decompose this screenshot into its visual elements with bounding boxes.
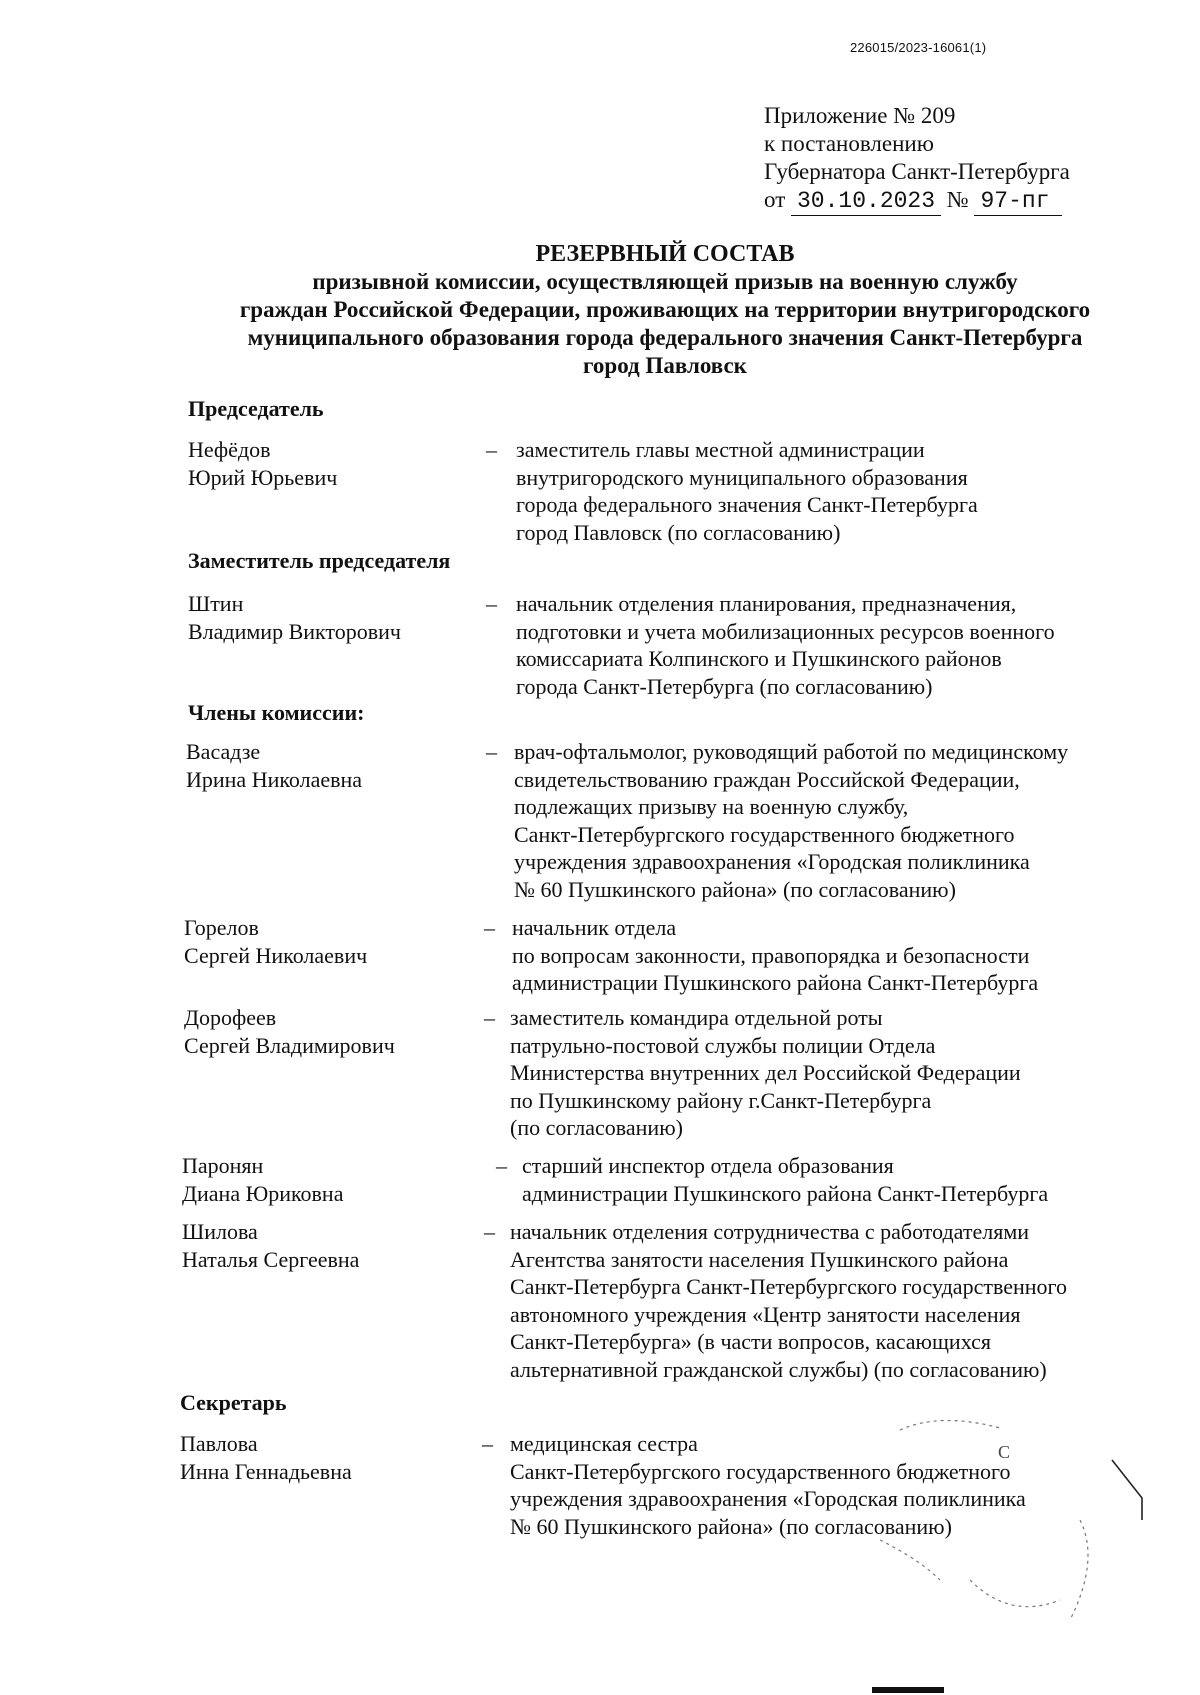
person-name	[182, 1218, 359, 1273]
position-line: начальник отделения сотрудничества с работодателями	[510, 1219, 1030, 1244]
person-surname: Дорофеев	[184, 1005, 277, 1030]
position-line: Санкт-Петербургского государственного бюджетного	[510, 1458, 1011, 1484]
dash-separator: –	[484, 915, 495, 940]
position-line: № 60 Пушкинского района» (по согласованию)	[510, 1513, 952, 1539]
position-line: старший инспектор отдела образования	[522, 1153, 894, 1178]
position-line: начальник отделения планирования, предназначения,	[516, 591, 1017, 616]
person-name	[180, 1430, 352, 1485]
heading-members: Члены комиссии:	[188, 700, 365, 725]
heading-chairman: Председатель	[188, 396, 324, 421]
position-line: заместитель главы местной администрации	[516, 437, 925, 462]
person-surname: Горелов	[184, 915, 259, 940]
position-line: подлежащих призыву на военную службу,	[514, 794, 909, 819]
position-line: учреждения здравоохранения «Городская поликлиника	[514, 849, 1030, 874]
page-footer-mark	[872, 1687, 944, 1693]
title-main: РЕЗЕРВНЫЙ СОСТАВ	[535, 241, 795, 267]
position-line: комиссариата Колпинского и Пушкинского районов	[516, 646, 1002, 671]
dash-separator: –	[486, 437, 497, 462]
person-given-name: Инна Геннадьевна	[180, 1458, 352, 1484]
person-name	[188, 436, 337, 491]
person-position	[510, 1218, 1067, 1383]
dash-separator: –	[496, 1153, 507, 1178]
document-title	[0, 240, 1200, 380]
person-position	[512, 914, 1038, 997]
number-prefix: №	[946, 187, 969, 212]
person-name	[182, 1152, 343, 1207]
person-given-name: Ирина Николаевна	[186, 766, 363, 792]
person-given-name: Сергей Владимирович	[184, 1032, 395, 1058]
person-given-name: Владимир Викторович	[188, 618, 401, 644]
position-line: подготовки и учета мобилизационных ресурсов военного	[516, 618, 1055, 644]
dash-separator: –	[486, 591, 497, 616]
date-prefix: от	[764, 187, 786, 212]
person-surname: Шилова	[182, 1219, 258, 1244]
heading-secretary: Секретарь	[180, 1390, 287, 1415]
position-line: патрульно-постовой службы полиции Отдела	[510, 1032, 936, 1058]
person-name	[188, 590, 401, 645]
position-line: врач-офтальмолог, руководящий работой по медицинскому	[514, 739, 1069, 764]
heading-deputy-chairman: Заместитель председателя	[188, 548, 451, 573]
title-line-3: муниципального образования города федерального значения Санкт-Петербурга	[247, 325, 1083, 350]
position-line: № 60 Пушкинского района» (по согласованию)	[514, 876, 956, 902]
position-line: начальник отдела	[512, 915, 677, 940]
stamp-mark	[880, 1420, 1150, 1670]
person-name	[186, 738, 362, 793]
person-surname: Нефёдов	[188, 437, 271, 462]
person-given-name: Сергей Николаевич	[184, 942, 368, 968]
person-surname: Васадзе	[186, 739, 261, 764]
appendix-line-1: Приложение № 209	[764, 103, 956, 128]
position-line: город Павловск (по согласованию)	[516, 519, 841, 545]
person-position	[516, 590, 1055, 700]
position-line: администрации Пушкинского района Санкт-Петербурга	[522, 1180, 1049, 1206]
person-name	[184, 914, 367, 969]
position-line: Санкт-Петербургского государственного бюджетного	[514, 821, 1015, 847]
person-name	[184, 1004, 395, 1059]
position-line: Санкт-Петербурга» (в части вопросов, касающихся	[510, 1329, 991, 1354]
dash-separator: –	[484, 1005, 495, 1030]
position-line: заместитель командира отдельной роты	[510, 1005, 883, 1030]
person-position	[516, 436, 978, 546]
person-surname: Штин	[188, 591, 244, 616]
position-line: медицинская сестра	[510, 1431, 698, 1456]
person-position	[514, 738, 1068, 903]
position-line: города Санкт-Петербурга (по согласованию)	[516, 673, 933, 699]
person-position	[522, 1152, 1048, 1207]
position-line: Министерства внутренних дел Российской Федерации	[510, 1060, 1021, 1085]
position-line: города федерального значения Санкт-Петербурга	[516, 492, 978, 517]
person-given-name: Юрий Юрьевич	[188, 464, 338, 490]
dash-separator: –	[484, 1219, 495, 1244]
person-given-name: Наталья Сергеевна	[182, 1246, 360, 1272]
position-line: (по согласованию)	[510, 1115, 683, 1140]
position-line: учреждения здравоохранения «Городская поликлиника	[510, 1486, 1026, 1511]
position-line: альтернативной гражданской службы) (по согласованию)	[510, 1356, 1047, 1382]
title-line-2: граждан Российской Федерации, проживающих на территории внутригородского	[239, 297, 1091, 322]
position-line: по вопросам законности, правопорядка и безопасности	[512, 942, 1030, 968]
title-line-1: призывной комиссии, осуществляющей призыв на военную службу	[312, 269, 1018, 294]
position-line: администрации Пушкинского района Санкт-Петербурга	[512, 970, 1039, 995]
stamp-letter: С	[998, 1442, 1011, 1462]
appendix-date-line	[764, 186, 1070, 216]
resolution-date: 30.10.2023	[791, 187, 941, 216]
person-surname: Паронян	[182, 1153, 264, 1178]
position-line: внутригородского муниципального образования	[516, 464, 968, 490]
position-line: Агентства занятости населения Пушкинского района	[510, 1246, 1009, 1272]
title-line-4: город Павловск	[583, 353, 747, 378]
document-registration-number: 226015/2023-16061(1)	[850, 40, 987, 55]
position-line: Санкт-Петербурга Санкт-Петербургского государственного	[510, 1274, 1067, 1299]
resolution-number: 97-пг	[974, 187, 1061, 216]
appendix-line-3: Губернатора Санкт-Петербурга	[764, 159, 1070, 184]
dash-separator: –	[486, 739, 497, 764]
position-line: свидетельствованию граждан Российской Федерации,	[514, 766, 1020, 792]
person-position	[510, 1004, 1021, 1142]
dash-separator: –	[482, 1431, 493, 1456]
appendix-block	[764, 102, 1070, 216]
person-surname: Павлова	[180, 1431, 258, 1456]
position-line: автономного учреждения «Центр занятости населения	[510, 1301, 1021, 1327]
person-given-name: Диана Юриковна	[182, 1180, 344, 1206]
appendix-line-2: к постановлению	[764, 131, 934, 156]
position-line: по Пушкинскому району г.Санкт-Петербурга	[510, 1087, 932, 1113]
